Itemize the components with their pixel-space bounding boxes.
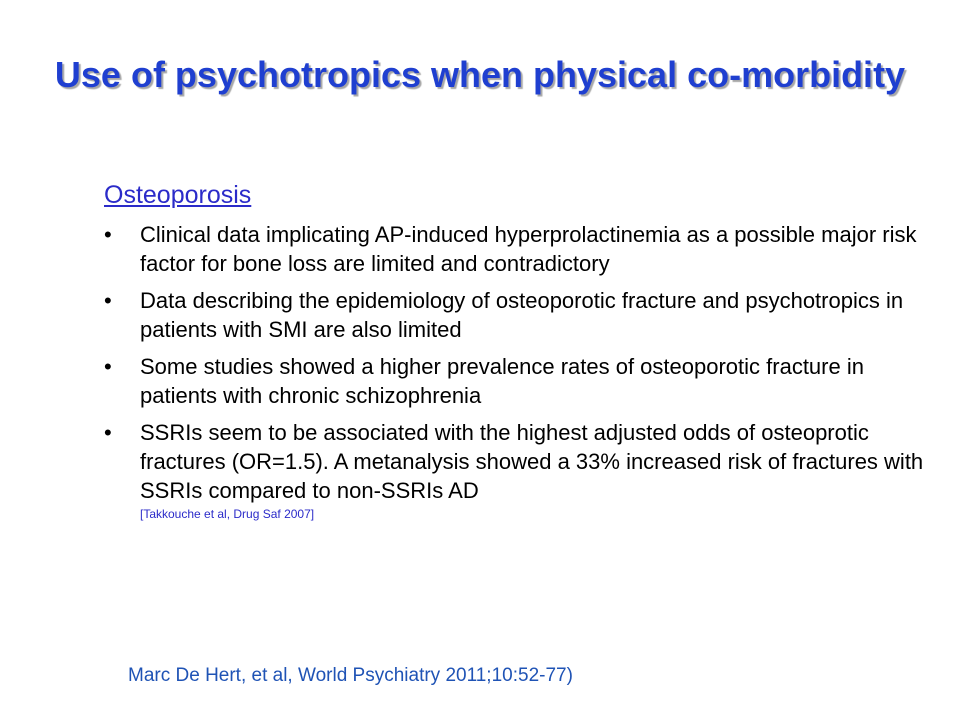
bullet-item [104,418,934,522]
section-heading-osteoporosis: Osteoporosis [104,181,252,209]
bullet-text: Clinical data implicating AP-induced hyperprolactinemia as a possible major risk factor for bone loss are limited and contradictory [140,222,917,276]
bullet-item [104,286,934,344]
footer-reference: Marc De Hert, et al, World Psychiatry 2011;10:52-77) [128,665,573,686]
inline-citation: [Takkouche et al, Drug Saf 2007] [140,507,315,521]
slide-content [104,178,934,530]
bullet-text: Some studies showed a higher prevalence rates of osteoporotic fracture in patients with chronic schizophrenia [140,354,864,408]
bullet-list [104,220,934,522]
bullet-text: Data describing the epidemiology of osteoporotic fracture and psychotropics in patients with SMI are also limited [140,288,904,342]
bullet-text: SSRIs seem to be associated with the highest adjusted odds of osteoprotic fractures (OR=1.5). A metanalysis showed a 33% increased risk of fractures with SSRIs compared to non-SSRIs AD [140,420,924,503]
bullet-item [104,220,934,278]
slide-title: Use of psychotropics when physical co-morbidity [54,54,906,95]
bullet-item [104,352,934,410]
